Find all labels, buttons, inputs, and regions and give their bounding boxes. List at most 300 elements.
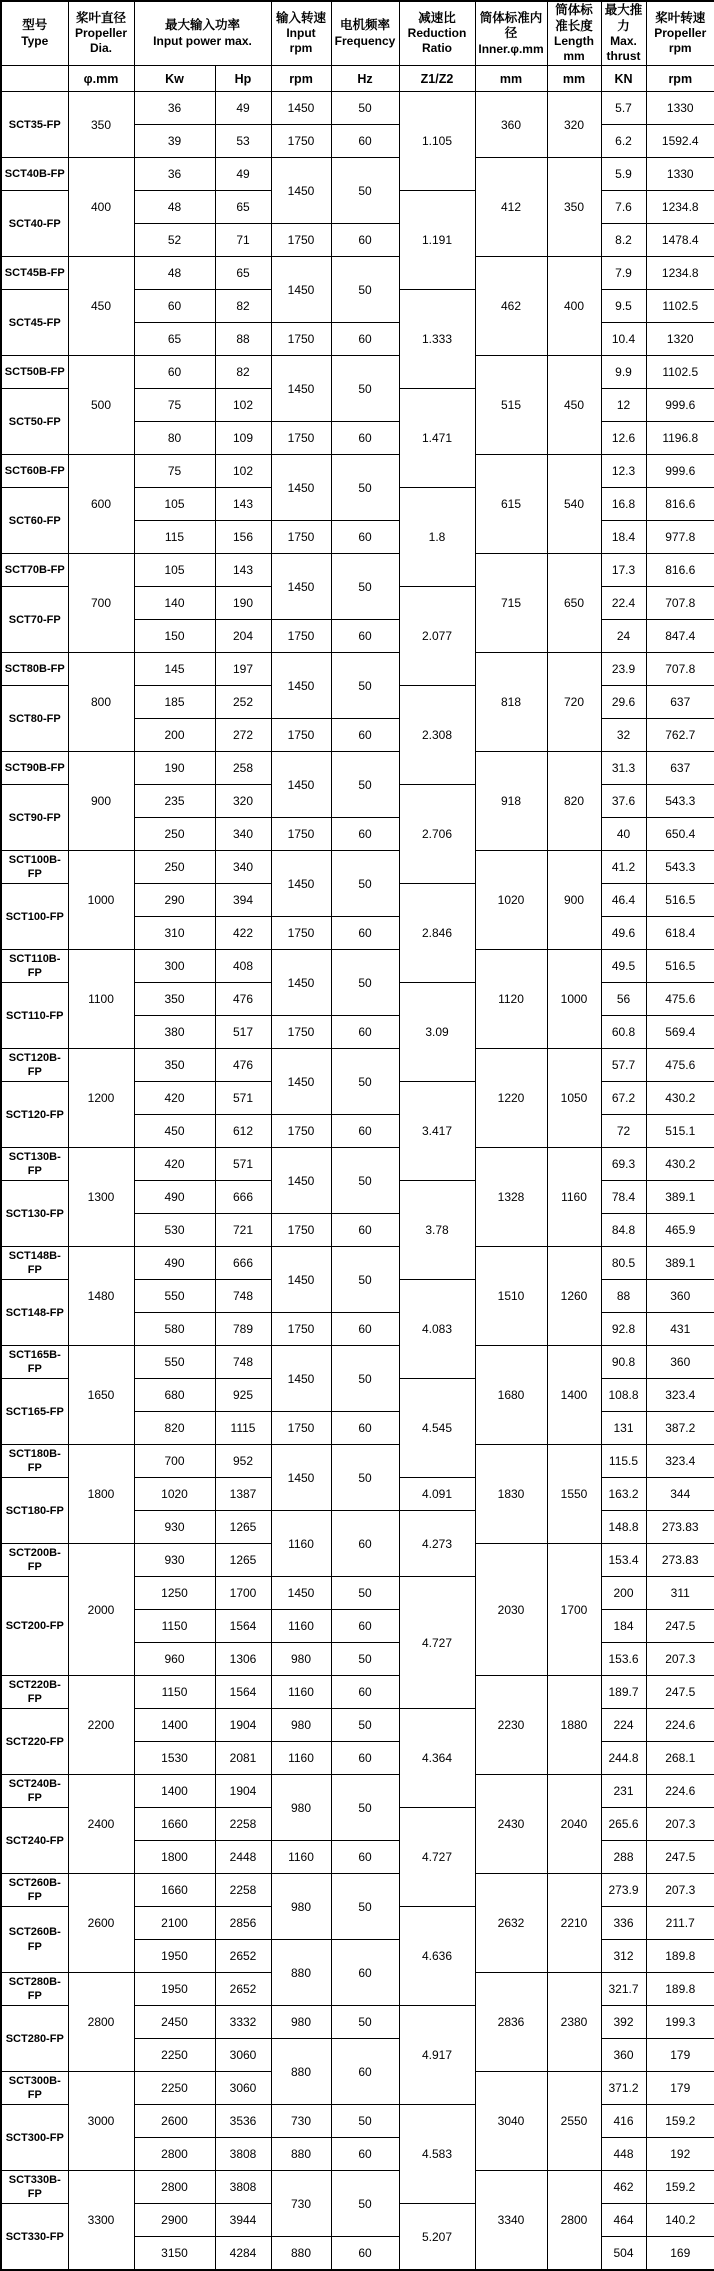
model-cell: SCT165-FP — [1, 1379, 68, 1445]
value-cell: 1700 — [215, 1577, 271, 1610]
value-cell: 5.9 — [601, 158, 646, 191]
value-cell: 400 — [547, 257, 601, 356]
ratio-cell: 3.09 — [399, 983, 475, 1082]
model-cell: SCT40-FP — [1, 191, 68, 257]
value-cell: 244.8 — [601, 1742, 646, 1775]
value-cell: 80 — [134, 422, 215, 455]
value-cell: 1400 — [547, 1346, 601, 1445]
value-cell: 820 — [134, 1412, 215, 1445]
value-cell: 148.8 — [601, 1511, 646, 1544]
table-row — [1, 851, 714, 884]
value-cell: 2600 — [134, 2105, 215, 2138]
value-cell: 930 — [134, 1544, 215, 1577]
value-cell: 1660 — [134, 1874, 215, 1907]
header-row-units — [1, 66, 714, 92]
value-cell: 517 — [215, 1016, 271, 1049]
table-row — [1, 1874, 714, 1907]
value-cell: 18.4 — [601, 521, 646, 554]
value-cell: 65 — [215, 257, 271, 290]
value-cell: 2200 — [68, 1676, 134, 1775]
value-cell: 272 — [215, 719, 271, 752]
value-cell: 430.2 — [646, 1082, 714, 1115]
value-cell: 82 — [215, 356, 271, 389]
value-cell: 475.6 — [646, 983, 714, 1016]
value-cell: 40 — [601, 818, 646, 851]
value-cell: 1300 — [68, 1148, 134, 1247]
value-cell: 12 — [601, 389, 646, 422]
value-cell: 1265 — [215, 1544, 271, 1577]
col-header-input-rpm: 输入转速 Input rpm — [271, 1, 331, 66]
value-cell: 60 — [331, 1214, 399, 1247]
value-cell: 2210 — [547, 1874, 601, 1973]
value-cell: 3000 — [68, 2072, 134, 2171]
value-cell: 600 — [68, 455, 134, 554]
value-cell: 1700 — [547, 1544, 601, 1676]
value-cell: 60 — [331, 521, 399, 554]
value-cell: 1450 — [271, 1445, 331, 1511]
value-cell: 7.9 — [601, 257, 646, 290]
model-cell: SCT148-FP — [1, 1280, 68, 1346]
value-cell: 416 — [601, 2105, 646, 2138]
value-cell: 29.6 — [601, 686, 646, 719]
value-cell: 300 — [134, 950, 215, 983]
value-cell: 1950 — [134, 1973, 215, 2006]
value-cell: 1265 — [215, 1511, 271, 1544]
value-cell: 60 — [331, 2039, 399, 2105]
value-cell: 748 — [215, 1346, 271, 1379]
table-row — [1, 752, 714, 785]
value-cell: 394 — [215, 884, 271, 917]
value-cell: 24 — [601, 620, 646, 653]
unit-header-ratio: Z1/Z2 — [399, 66, 475, 92]
value-cell: 412 — [475, 158, 547, 257]
value-cell: 50 — [331, 653, 399, 719]
value-cell: 2430 — [475, 1775, 547, 1874]
value-cell: 1150 — [134, 1610, 215, 1643]
value-cell: 50 — [331, 1049, 399, 1115]
table-row — [1, 2171, 714, 2204]
value-cell: 762.7 — [646, 719, 714, 752]
model-cell: SCT110B-FP — [1, 950, 68, 983]
ratio-cell: 4.273 — [399, 1511, 475, 1577]
value-cell: 1950 — [134, 1940, 215, 1973]
value-cell: 2652 — [215, 1940, 271, 1973]
value-cell: 67.2 — [601, 1082, 646, 1115]
value-cell: 50 — [331, 1445, 399, 1511]
value-cell: 1800 — [134, 1841, 215, 1874]
value-cell: 571 — [215, 1148, 271, 1181]
value-cell: 60 — [331, 1115, 399, 1148]
value-cell: 48 — [134, 257, 215, 290]
value-cell: 500 — [68, 356, 134, 455]
value-cell: 700 — [134, 1445, 215, 1478]
value-cell: 48 — [134, 191, 215, 224]
value-cell: 92.8 — [601, 1313, 646, 1346]
value-cell: 371.2 — [601, 2072, 646, 2105]
unit-header-dia: φ.mm — [68, 66, 134, 92]
value-cell: 1160 — [271, 1841, 331, 1874]
value-cell: 109 — [215, 422, 271, 455]
value-cell: 1100 — [68, 950, 134, 1049]
model-cell: SCT120B-FP — [1, 1049, 68, 1082]
value-cell: 465.9 — [646, 1214, 714, 1247]
value-cell: 56 — [601, 983, 646, 1016]
value-cell: 10.4 — [601, 323, 646, 356]
value-cell: 1680 — [475, 1346, 547, 1445]
value-cell: 612 — [215, 1115, 271, 1148]
col-header-inner-diameter: 筒体标准内径 Inner.φ.mm — [475, 1, 547, 66]
model-cell: SCT330B-FP — [1, 2171, 68, 2204]
value-cell: 1020 — [134, 1478, 215, 1511]
value-cell: 50 — [331, 1874, 399, 1940]
model-cell: SCT300B-FP — [1, 2072, 68, 2105]
value-cell: 50 — [331, 2105, 399, 2138]
value-cell: 707.8 — [646, 587, 714, 620]
value-cell: 350 — [68, 92, 134, 158]
value-cell: 60.8 — [601, 1016, 646, 1049]
value-cell: 3040 — [475, 2072, 547, 2171]
value-cell: 450 — [134, 1115, 215, 1148]
model-cell: SCT45-FP — [1, 290, 68, 356]
unit-header-prop-rpm: rpm — [646, 66, 714, 92]
value-cell: 60 — [331, 620, 399, 653]
value-cell: 1400 — [134, 1709, 215, 1742]
value-cell: 23.9 — [601, 653, 646, 686]
col-header-reduction-ratio: 减速比 Reduction Ratio — [399, 1, 475, 66]
model-cell: SCT200B-FP — [1, 1544, 68, 1577]
value-cell: 80.5 — [601, 1247, 646, 1280]
value-cell: 60 — [134, 290, 215, 323]
value-cell: 323.4 — [646, 1379, 714, 1412]
value-cell: 340 — [215, 818, 271, 851]
value-cell: 490 — [134, 1247, 215, 1280]
value-cell: 515 — [475, 356, 547, 455]
value-cell: 50 — [331, 554, 399, 620]
value-cell: 1750 — [271, 620, 331, 653]
value-cell: 400 — [68, 158, 134, 257]
value-cell: 169 — [646, 2237, 714, 2271]
value-cell: 818 — [475, 653, 547, 752]
value-cell: 2900 — [134, 2204, 215, 2237]
value-cell: 490 — [134, 1181, 215, 1214]
ratio-cell: 5.207 — [399, 2204, 475, 2271]
model-cell: SCT130-FP — [1, 1181, 68, 1247]
value-cell: 730 — [271, 2171, 331, 2237]
value-cell: 190 — [134, 752, 215, 785]
value-cell: 320 — [215, 785, 271, 818]
value-cell: 52 — [134, 224, 215, 257]
value-cell: 1330 — [646, 92, 714, 125]
value-cell: 60 — [331, 323, 399, 356]
value-cell: 2800 — [547, 2171, 601, 2271]
value-cell: 179 — [646, 2072, 714, 2105]
value-cell: 143 — [215, 488, 271, 521]
value-cell: 344 — [646, 1478, 714, 1511]
value-cell: 224 — [601, 1709, 646, 1742]
value-cell: 49.5 — [601, 950, 646, 983]
col-header-propeller-rpm: 桨叶转速 Propeller rpm — [646, 1, 714, 66]
value-cell: 1450 — [271, 851, 331, 917]
value-cell: 265.6 — [601, 1808, 646, 1841]
value-cell: 1000 — [547, 950, 601, 1049]
model-cell: SCT240B-FP — [1, 1775, 68, 1808]
col-header-propeller-dia: 桨叶直径 Propeller Dia. — [68, 1, 134, 66]
value-cell: 72 — [601, 1115, 646, 1148]
value-cell: 392 — [601, 2006, 646, 2039]
value-cell: 1750 — [271, 323, 331, 356]
value-cell: 3340 — [475, 2171, 547, 2271]
value-cell: 360 — [601, 2039, 646, 2072]
value-cell: 1510 — [475, 1247, 547, 1346]
value-cell: 462 — [601, 2171, 646, 2204]
model-cell: SCT90-FP — [1, 785, 68, 851]
value-cell: 666 — [215, 1181, 271, 1214]
value-cell: 880 — [271, 2039, 331, 2105]
value-cell: 1450 — [271, 653, 331, 719]
value-cell: 980 — [271, 1643, 331, 1676]
col-header-type — [1, 1, 68, 66]
model-cell: SCT300-FP — [1, 2105, 68, 2171]
value-cell: 50 — [331, 2171, 399, 2237]
value-cell: 50 — [331, 1643, 399, 1676]
value-cell: 464 — [601, 2204, 646, 2237]
model-cell: SCT120-FP — [1, 1082, 68, 1148]
value-cell: 60 — [331, 719, 399, 752]
model-cell: SCT70-FP — [1, 587, 68, 653]
value-cell: 900 — [68, 752, 134, 851]
value-cell: 22.4 — [601, 587, 646, 620]
value-cell: 50 — [331, 1247, 399, 1313]
value-cell: 389.1 — [646, 1181, 714, 1214]
value-cell: 820 — [547, 752, 601, 851]
value-cell: 1450 — [271, 1049, 331, 1115]
value-cell: 247.5 — [646, 1610, 714, 1643]
value-cell: 999.6 — [646, 455, 714, 488]
value-cell: 53 — [215, 125, 271, 158]
value-cell: 980 — [271, 1775, 331, 1841]
value-cell: 3808 — [215, 2138, 271, 2171]
value-cell: 75 — [134, 455, 215, 488]
value-cell: 918 — [475, 752, 547, 851]
value-cell: 1260 — [547, 1247, 601, 1346]
value-cell: 1450 — [271, 950, 331, 1016]
value-cell: 580 — [134, 1313, 215, 1346]
value-cell: 140 — [134, 587, 215, 620]
value-cell: 1328 — [475, 1148, 547, 1247]
value-cell: 12.6 — [601, 422, 646, 455]
value-cell: 2550 — [547, 2072, 601, 2171]
value-cell: 60 — [331, 1016, 399, 1049]
value-cell: 6.2 — [601, 125, 646, 158]
value-cell: 550 — [134, 1346, 215, 1379]
value-cell: 16.8 — [601, 488, 646, 521]
value-cell: 200 — [601, 1577, 646, 1610]
table-row — [1, 158, 714, 191]
col-header-type-en: Type — [21, 33, 49, 48]
ratio-cell: 2.846 — [399, 884, 475, 983]
value-cell: 800 — [68, 653, 134, 752]
model-cell: SCT330-FP — [1, 2204, 68, 2271]
value-cell: 82 — [215, 290, 271, 323]
value-cell: 231 — [601, 1775, 646, 1808]
value-cell: 999.6 — [646, 389, 714, 422]
value-cell: 637 — [646, 752, 714, 785]
unit-header-hp: Hp — [215, 66, 271, 92]
value-cell: 1750 — [271, 125, 331, 158]
value-cell: 1115 — [215, 1412, 271, 1445]
value-cell: 37.6 — [601, 785, 646, 818]
model-cell: SCT50-FP — [1, 389, 68, 455]
value-cell: 1250 — [134, 1577, 215, 1610]
ratio-cell: 4.583 — [399, 2105, 475, 2204]
ratio-cell: 3.78 — [399, 1181, 475, 1280]
value-cell: 2800 — [134, 2138, 215, 2171]
value-cell: 789 — [215, 1313, 271, 1346]
unit-header-length-mm: mm — [547, 66, 601, 92]
unit-header-kn: KN — [601, 66, 646, 92]
value-cell: 184 — [601, 1610, 646, 1643]
value-cell: 2250 — [134, 2039, 215, 2072]
value-cell: 748 — [215, 1280, 271, 1313]
value-cell: 323.4 — [646, 1445, 714, 1478]
model-cell: SCT100B-FP — [1, 851, 68, 884]
value-cell: 88 — [215, 323, 271, 356]
value-cell: 450 — [68, 257, 134, 356]
model-cell: SCT220B-FP — [1, 1676, 68, 1709]
value-cell: 516.5 — [646, 884, 714, 917]
model-cell: SCT260B-FP — [1, 1874, 68, 1907]
value-cell: 189.7 — [601, 1676, 646, 1709]
value-cell: 60 — [134, 356, 215, 389]
value-cell: 1550 — [547, 1445, 601, 1544]
unit-header-kw: Kw — [134, 66, 215, 92]
table-row — [1, 1049, 714, 1082]
model-cell: SCT60-FP — [1, 488, 68, 554]
ratio-cell: 4.545 — [399, 1379, 475, 1478]
value-cell: 60 — [331, 1412, 399, 1445]
value-cell: 1530 — [134, 1742, 215, 1775]
value-cell: 1020 — [475, 851, 547, 950]
table-row — [1, 1676, 714, 1709]
value-cell: 1660 — [134, 1808, 215, 1841]
value-cell: 8.2 — [601, 224, 646, 257]
value-cell: 422 — [215, 917, 271, 950]
table-row — [1, 554, 714, 587]
value-cell: 207.3 — [646, 1808, 714, 1841]
value-cell: 159.2 — [646, 2171, 714, 2204]
value-cell: 102 — [215, 455, 271, 488]
value-cell: 32 — [601, 719, 646, 752]
value-cell: 143 — [215, 554, 271, 587]
value-cell: 140.2 — [646, 2204, 714, 2237]
value-cell: 247.5 — [646, 1676, 714, 1709]
model-cell: SCT180-FP — [1, 1478, 68, 1544]
value-cell: 65 — [215, 191, 271, 224]
table-row — [1, 92, 714, 125]
unit-header-inner-mm: mm — [475, 66, 547, 92]
value-cell: 185 — [134, 686, 215, 719]
ratio-cell: 4.091 — [399, 1478, 475, 1511]
value-cell: 1387 — [215, 1478, 271, 1511]
value-cell: 380 — [134, 1016, 215, 1049]
ratio-cell: 4.917 — [399, 2006, 475, 2105]
value-cell: 475.6 — [646, 1049, 714, 1082]
value-cell: 1330 — [646, 158, 714, 191]
value-cell: 320 — [547, 92, 601, 158]
value-cell: 1306 — [215, 1643, 271, 1676]
value-cell: 49 — [215, 158, 271, 191]
model-cell: SCT280-FP — [1, 2006, 68, 2072]
value-cell: 420 — [134, 1082, 215, 1115]
ratio-cell: 4.083 — [399, 1280, 475, 1379]
value-cell: 880 — [271, 2237, 331, 2271]
value-cell: 46.4 — [601, 884, 646, 917]
value-cell: 389.1 — [646, 1247, 714, 1280]
value-cell: 1102.5 — [646, 356, 714, 389]
table-row — [1, 455, 714, 488]
value-cell: 179 — [646, 2039, 714, 2072]
value-cell: 540 — [547, 455, 601, 554]
value-cell: 1750 — [271, 1016, 331, 1049]
value-cell: 290 — [134, 884, 215, 917]
value-cell: 1750 — [271, 719, 331, 752]
model-cell: SCT165B-FP — [1, 1346, 68, 1379]
model-cell: SCT280B-FP — [1, 1973, 68, 2006]
value-cell: 1800 — [68, 1445, 134, 1544]
value-cell: 350 — [547, 158, 601, 257]
value-cell: 39 — [134, 125, 215, 158]
value-cell: 1320 — [646, 323, 714, 356]
model-cell: SCT100-FP — [1, 884, 68, 950]
value-cell: 60 — [331, 1940, 399, 2006]
value-cell: 1904 — [215, 1709, 271, 1742]
ratio-cell: 4.727 — [399, 1577, 475, 1709]
value-cell: 476 — [215, 983, 271, 1016]
model-cell: SCT180B-FP — [1, 1445, 68, 1478]
value-cell: 1564 — [215, 1676, 271, 1709]
value-cell: 50 — [331, 1577, 399, 1610]
model-cell: SCT35-FP — [1, 92, 68, 158]
value-cell: 311 — [646, 1577, 714, 1610]
value-cell: 145 — [134, 653, 215, 686]
value-cell: 1150 — [134, 1676, 215, 1709]
value-cell: 50 — [331, 950, 399, 1016]
ratio-cell: 2.706 — [399, 785, 475, 884]
ratio-cell: 1.471 — [399, 389, 475, 488]
value-cell: 516.5 — [646, 950, 714, 983]
value-cell: 3332 — [215, 2006, 271, 2039]
model-cell: SCT80-FP — [1, 686, 68, 752]
value-cell: 2600 — [68, 1874, 134, 1973]
value-cell: 288 — [601, 1841, 646, 1874]
value-cell: 50 — [331, 158, 399, 224]
value-cell: 408 — [215, 950, 271, 983]
value-cell: 2081 — [215, 1742, 271, 1775]
value-cell: 360 — [475, 92, 547, 158]
model-cell: SCT260B-FP — [1, 1907, 68, 1973]
value-cell: 720 — [547, 653, 601, 752]
value-cell: 4284 — [215, 2237, 271, 2271]
value-cell: 60 — [331, 1742, 399, 1775]
value-cell: 1880 — [547, 1676, 601, 1775]
ratio-cell: 4.727 — [399, 1808, 475, 1907]
value-cell: 199.3 — [646, 2006, 714, 2039]
value-cell: 65 — [134, 323, 215, 356]
value-cell: 543.3 — [646, 851, 714, 884]
value-cell: 49 — [215, 92, 271, 125]
value-cell: 153.6 — [601, 1643, 646, 1676]
value-cell: 816.6 — [646, 488, 714, 521]
